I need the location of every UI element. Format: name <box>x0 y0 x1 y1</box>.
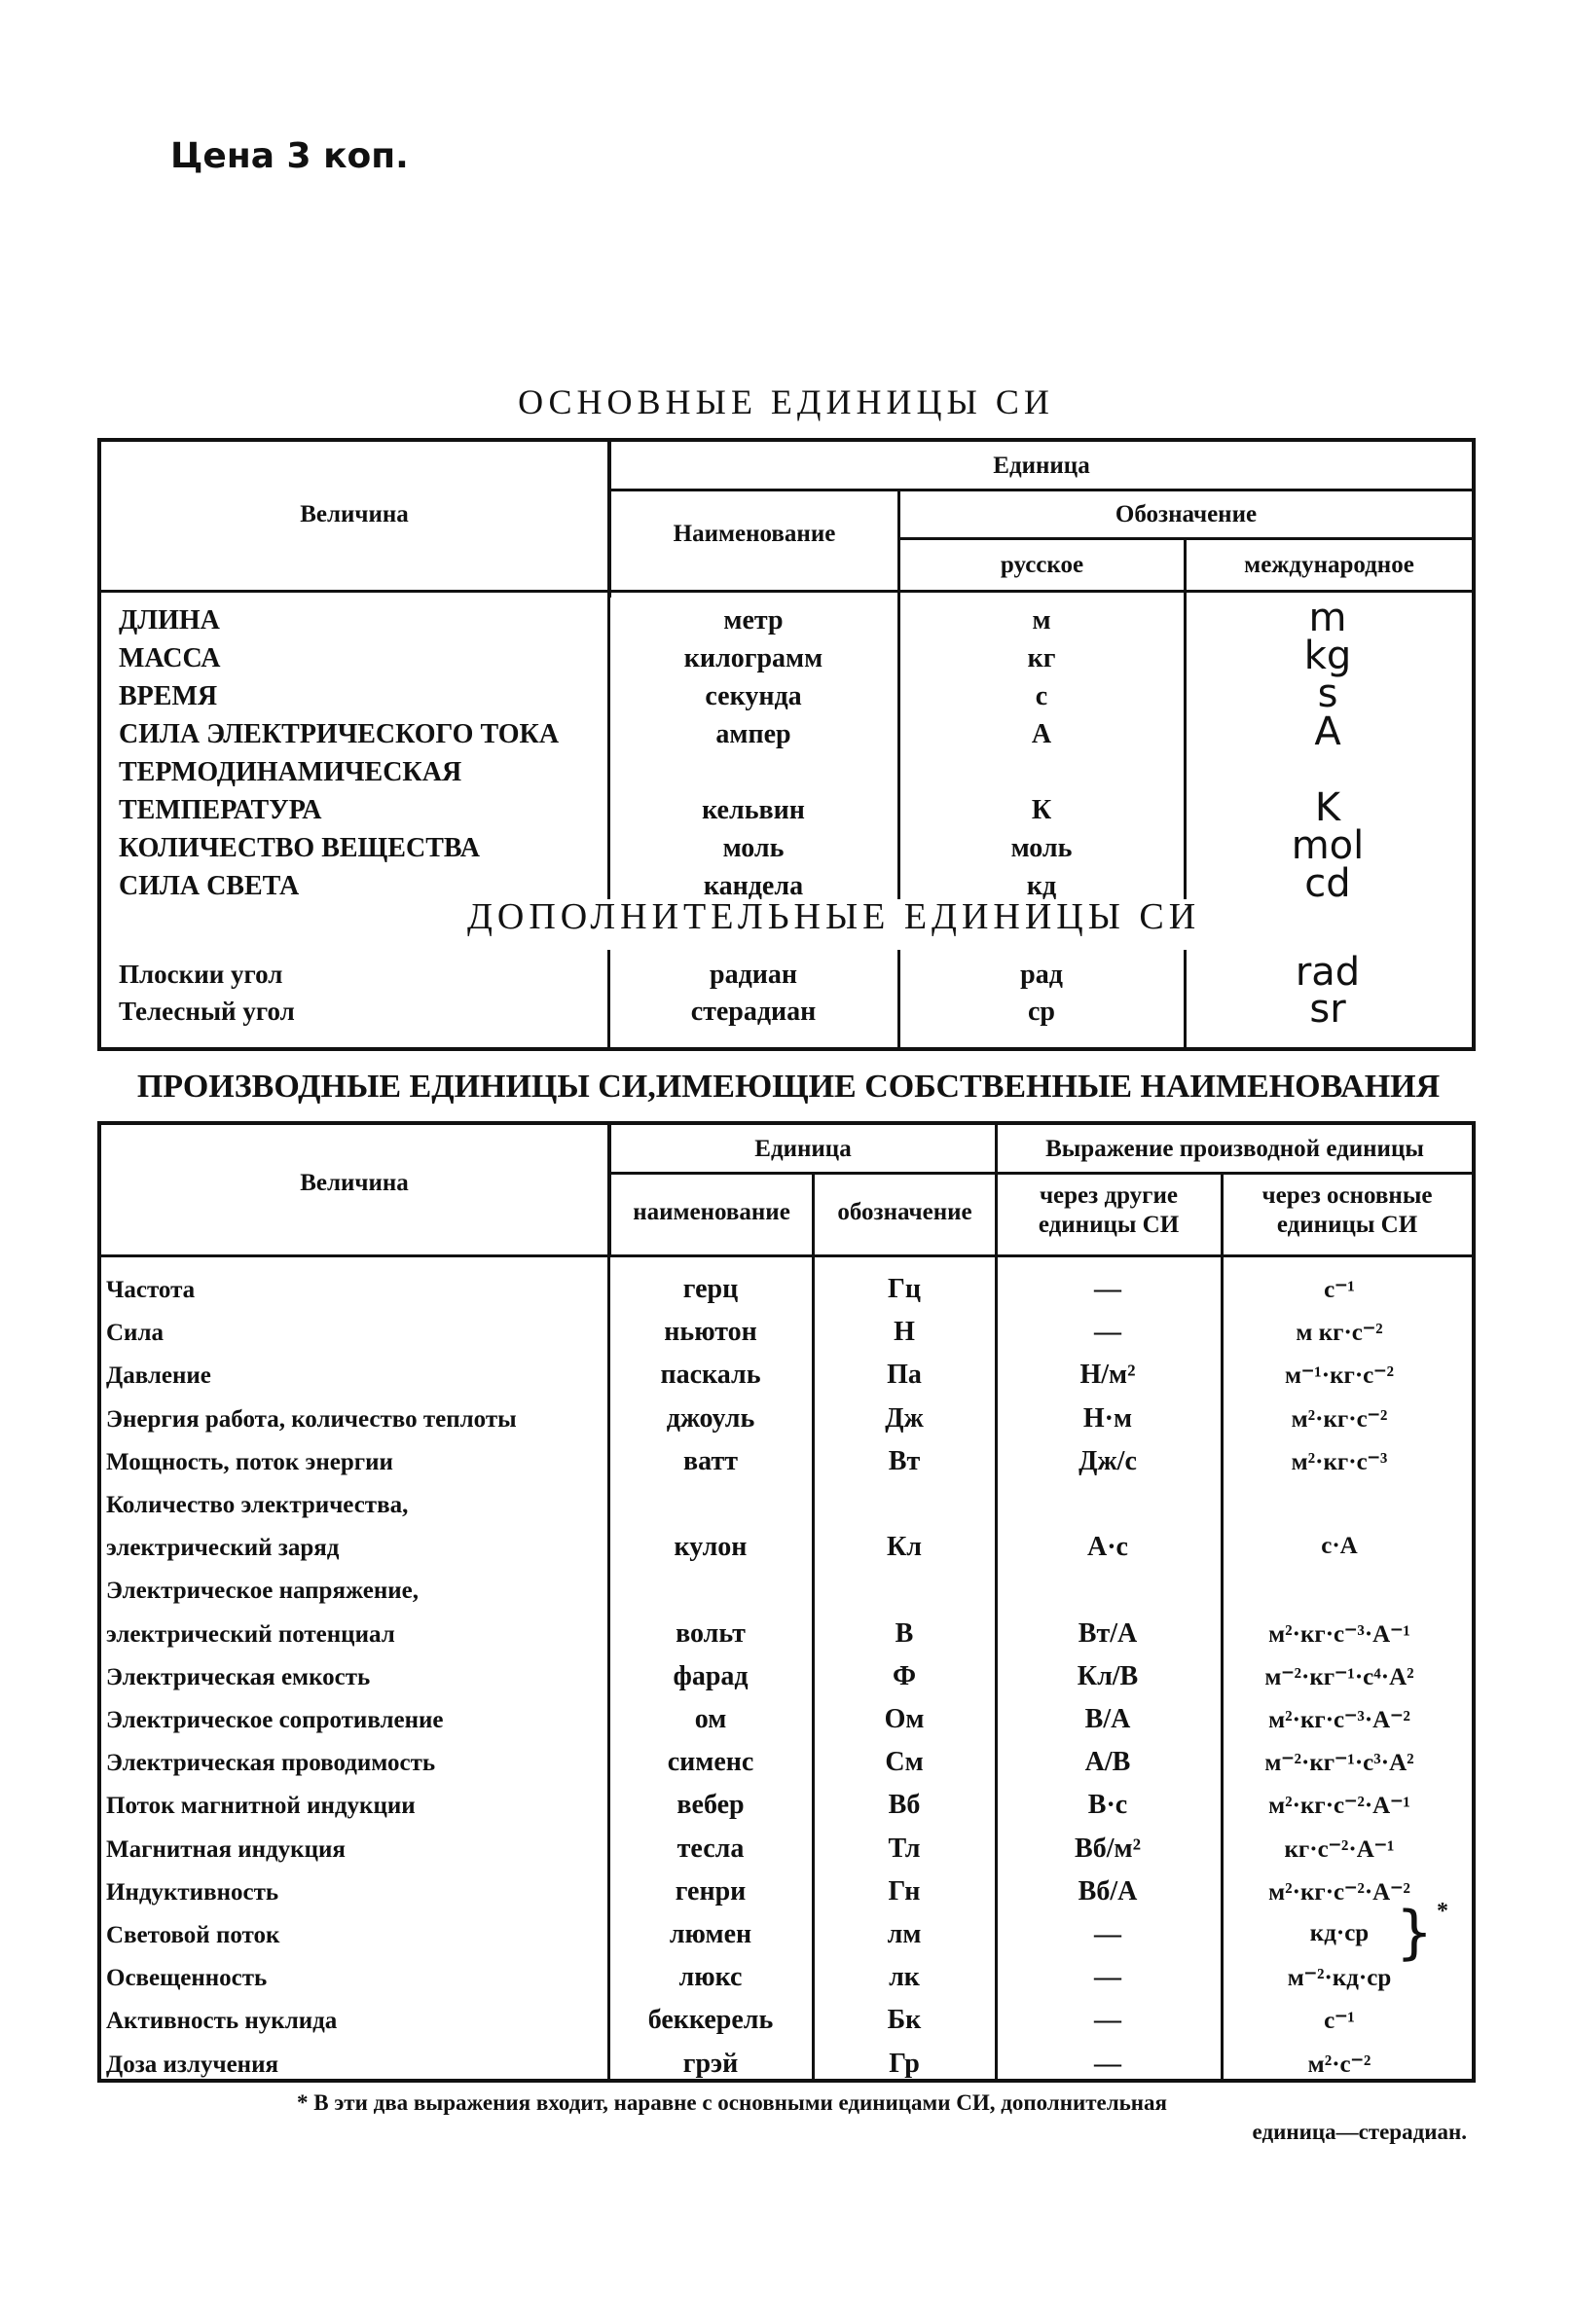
base-row-russian: К <box>1031 795 1052 825</box>
base-row-name: секунда <box>705 681 802 711</box>
asterisk-mark: * <box>1437 1899 1448 1924</box>
derived-row-via-base: кд·ср <box>1309 1920 1370 1946</box>
base-row-russian: м <box>1032 605 1051 635</box>
header-symbol: обозначение <box>837 1199 972 1225</box>
derived-row-via-other: А/В <box>1084 1747 1131 1778</box>
base-units-title: ОСНОВНЫЕ ЕДИНИЦЫ СИ <box>518 382 1054 421</box>
base-row-name: кельвин <box>702 795 805 825</box>
derived-row-via-base: кг·с⁻²·А⁻¹ <box>1284 1835 1395 1863</box>
derived-row-quantity: Электрическое напряжение, <box>106 1578 420 1605</box>
derived-row-symbol: лм <box>887 1919 922 1949</box>
derived-row-via-base: с⁻¹ <box>1324 1277 1355 1303</box>
derived-row-symbol: Н <box>894 1317 915 1348</box>
base-row-name: моль <box>722 833 785 863</box>
derived-units-table <box>97 1121 1476 2083</box>
header-symbol: Обозначение <box>1115 501 1258 527</box>
derived-row-name: грэй <box>682 2048 739 2079</box>
derived-row-quantity: Индуктивность <box>106 1878 279 1906</box>
base-row-russian: кг <box>1027 643 1056 673</box>
derived-row-symbol: Вт <box>888 1445 921 1476</box>
derived-row-quantity: Давление <box>106 1362 211 1390</box>
base-row-quantity: ВРЕМЯ <box>119 681 218 711</box>
header-name: наименование <box>633 1199 790 1225</box>
derived-row-symbol: Кл <box>886 1532 923 1563</box>
right-brace-icon: } <box>1396 1899 1434 1967</box>
supplementary-row-international: sr <box>1309 987 1346 1032</box>
footnote-line-2: единица—стерадиан. <box>1252 2120 1467 2144</box>
derived-row-via-other: Дж/с <box>1078 1445 1137 1476</box>
derived-row-quantity: Поток магнитной индукции <box>106 1793 416 1820</box>
derived-row-quantity: электрический потенциал <box>106 1620 395 1648</box>
header-via-other: через другие единицы СИ <box>1038 1182 1180 1238</box>
derived-row-via-base: с·А <box>1321 1533 1358 1560</box>
supplementary-units-title: ДОПОЛНИТЕЛЬНЫЕ ЕДИНИЦЫ СИ <box>467 896 1201 937</box>
base-row-name: кандела <box>703 871 804 901</box>
base-row-quantity: МАССА <box>119 643 221 673</box>
header-via-base: через основные единицы СИ <box>1261 1182 1433 1238</box>
supplementary-row-international: rad <box>1295 950 1361 995</box>
base-row-name: метр <box>723 605 784 635</box>
derived-row-symbol: В <box>895 1617 914 1649</box>
base-row-quantity: СИЛА СВЕТА <box>119 871 300 901</box>
derived-row-name: ватт <box>683 1445 738 1476</box>
base-row-russian: А <box>1031 719 1052 749</box>
derived-row-name: люмен <box>669 1919 752 1949</box>
derived-row-symbol: Гн <box>888 1875 921 1906</box>
derived-row-via-base: с⁻¹ <box>1324 2008 1355 2035</box>
derived-row-symbol: Тл <box>888 1833 921 1864</box>
base-row-quantity: КОЛИЧЕСТВО ВЕЩЕСТВА <box>119 833 481 863</box>
derived-row-quantity: Электрическая проводимость <box>106 1750 436 1777</box>
header-international: международное <box>1244 552 1414 578</box>
derived-row-symbol: Ом <box>884 1704 925 1734</box>
derived-row-name: кулон <box>674 1532 748 1563</box>
derived-row-symbol: Гц <box>888 1274 921 1304</box>
derived-row-quantity: Электрическое сопротивление <box>106 1707 444 1733</box>
derived-row-name: генри <box>675 1875 747 1906</box>
derived-row-via-base: м²·с⁻² <box>1307 2051 1371 2078</box>
base-row-quantity: ТЕМПЕРАТУРА <box>119 795 322 825</box>
supplementary-row-name: радиан <box>709 960 798 990</box>
base-row-international: A <box>1314 709 1341 754</box>
base-row-international: K <box>1314 785 1341 830</box>
base-row-international: m <box>1308 596 1347 640</box>
derived-row-symbol: Гр <box>889 2048 920 2079</box>
derived-row-via-other: Н/м² <box>1079 1360 1136 1391</box>
derived-row-name: ом <box>694 1704 727 1734</box>
derived-row-name: беккерель <box>647 2005 774 2036</box>
derived-row-via-other: — <box>1094 2048 1121 2079</box>
base-row-russian: с <box>1035 681 1048 711</box>
base-row-international: kg <box>1303 634 1352 678</box>
base-row-quantity: ДЛИНА <box>119 605 220 635</box>
derived-row-quantity: Количество электричества, <box>106 1492 409 1518</box>
derived-row-name: джоуль <box>666 1402 755 1434</box>
derived-row-symbol: Ф <box>892 1660 917 1691</box>
derived-row-name: герц <box>682 1274 739 1304</box>
header-name: Наименование <box>673 521 836 547</box>
derived-row-via-other: В·с <box>1087 1790 1128 1821</box>
header-expression: Выражение производной единицы <box>1045 1136 1424 1162</box>
derived-row-via-base: м²·кг·с⁻² <box>1291 1405 1388 1433</box>
derived-row-quantity: Электрическая емкость <box>106 1663 371 1690</box>
derived-row-quantity: Активность нуклида <box>106 2008 338 2035</box>
derived-row-via-base: м⁻¹·кг·с⁻² <box>1285 1362 1394 1390</box>
supplementary-row-russian: рад <box>1020 960 1063 990</box>
derived-row-via-base: м²·кг·с⁻³ <box>1291 1448 1388 1475</box>
header-russian: русское <box>1000 552 1084 578</box>
derived-row-via-other: — <box>1094 2005 1121 2036</box>
derived-row-symbol: Вб <box>888 1790 921 1821</box>
derived-row-quantity: Доза излучения <box>106 2051 279 2078</box>
derived-row-name: вебер <box>676 1790 745 1821</box>
derived-row-via-base: м⁻²·кг⁻¹·с⁴·А² <box>1264 1663 1414 1690</box>
derived-row-via-other: Вб/А <box>1078 1875 1138 1906</box>
derived-row-via-base: м²·кг·с⁻³·А⁻² <box>1268 1707 1410 1733</box>
derived-row-quantity: Световой поток <box>106 1922 280 1948</box>
derived-row-name: люкс <box>678 1962 743 1993</box>
derived-row-via-base: м⁻²·кд·ср <box>1287 1965 1392 1992</box>
derived-row-symbol: См <box>885 1747 924 1778</box>
base-row-international: mol <box>1291 823 1365 868</box>
base-row-international: cd <box>1304 861 1351 906</box>
supplementary-row-quantity: Телесный угол <box>119 997 295 1026</box>
derived-row-symbol: Дж <box>885 1402 924 1434</box>
derived-row-via-other: — <box>1094 1274 1121 1304</box>
supplementary-row-name: стерадиан <box>690 997 817 1027</box>
derived-row-via-base: м²·кг·с⁻²·А⁻¹ <box>1268 1793 1410 1820</box>
footnote-line-1: * В эти два выражения входит, наравне с основными единицами СИ, дополнительная <box>297 2090 1167 2115</box>
base-row-russian: моль <box>1010 833 1073 863</box>
derived-row-via-other: Кл/В <box>1077 1660 1139 1691</box>
derived-row-via-other: А·с <box>1087 1532 1128 1563</box>
price-label: Цена 3 коп. <box>170 136 409 176</box>
derived-row-via-other: Вт/А <box>1078 1617 1138 1649</box>
base-row-international: s <box>1317 672 1338 716</box>
derived-row-quantity: Сила <box>106 1320 164 1347</box>
header-quantity: Величина <box>300 1170 409 1196</box>
derived-row-symbol: лк <box>889 1962 920 1993</box>
derived-row-name: вольт <box>676 1617 746 1649</box>
derived-units-title: ПРОИЗВОДНЫЕ ЕДИНИЦЫ СИ,ИМЕЮЩИЕ СОБСТВЕННЫЕ НАИМЕНОВАНИЯ <box>136 1069 1441 1105</box>
derived-row-name: ньютон <box>664 1317 757 1348</box>
derived-row-name: сименс <box>667 1747 754 1778</box>
derived-row-quantity: Частота <box>106 1277 196 1303</box>
base-row-quantity: ТЕРМОДИНАМИЧЕСКАЯ <box>119 757 462 787</box>
derived-row-via-other: Вб/м² <box>1075 1833 1141 1864</box>
derived-row-quantity: Энергия работа, количество теплоты <box>106 1405 517 1433</box>
derived-row-quantity: Мощность, поток энергии <box>106 1448 393 1475</box>
supplementary-row-quantity: Плоскии угол <box>119 960 283 989</box>
header-unit: Единица <box>754 1136 852 1162</box>
derived-row-symbol: Бк <box>887 2005 922 2036</box>
derived-row-via-base: м²·кг·с⁻³·А⁻¹ <box>1268 1620 1410 1648</box>
derived-row-via-base: м²·кг·с⁻²·А⁻² <box>1268 1878 1410 1906</box>
base-row-name: ампер <box>715 719 791 749</box>
derived-row-via-other: — <box>1094 1317 1121 1348</box>
base-units-table <box>97 438 1476 1051</box>
base-row-russian: кд <box>1026 871 1057 901</box>
derived-row-name: паскаль <box>660 1360 761 1391</box>
derived-row-via-other: Н·м <box>1082 1402 1133 1434</box>
derived-row-quantity: Магнитная индукция <box>106 1835 346 1863</box>
base-row-name: килограмм <box>683 643 823 673</box>
header-quantity: Величина <box>300 501 409 527</box>
supplementary-row-russian: ср <box>1028 997 1055 1027</box>
derived-row-quantity: электрический заряд <box>106 1535 340 1562</box>
header-unit: Единица <box>993 453 1090 479</box>
derived-row-symbol: Па <box>887 1360 922 1391</box>
derived-row-name: фарад <box>673 1660 749 1691</box>
derived-row-quantity: Освещенность <box>106 1965 268 1992</box>
derived-row-name: тесла <box>676 1833 745 1864</box>
derived-row-via-other: — <box>1094 1962 1121 1993</box>
derived-row-via-other: В/А <box>1084 1704 1131 1734</box>
base-row-quantity: СИЛА ЭЛЕКТРИЧЕСКОГО ТОКА <box>119 719 560 749</box>
derived-row-via-other: — <box>1094 1919 1121 1949</box>
derived-row-via-base: м⁻²·кг⁻¹·с³·А² <box>1264 1750 1414 1777</box>
derived-row-via-base: м кг·с⁻² <box>1296 1320 1383 1347</box>
